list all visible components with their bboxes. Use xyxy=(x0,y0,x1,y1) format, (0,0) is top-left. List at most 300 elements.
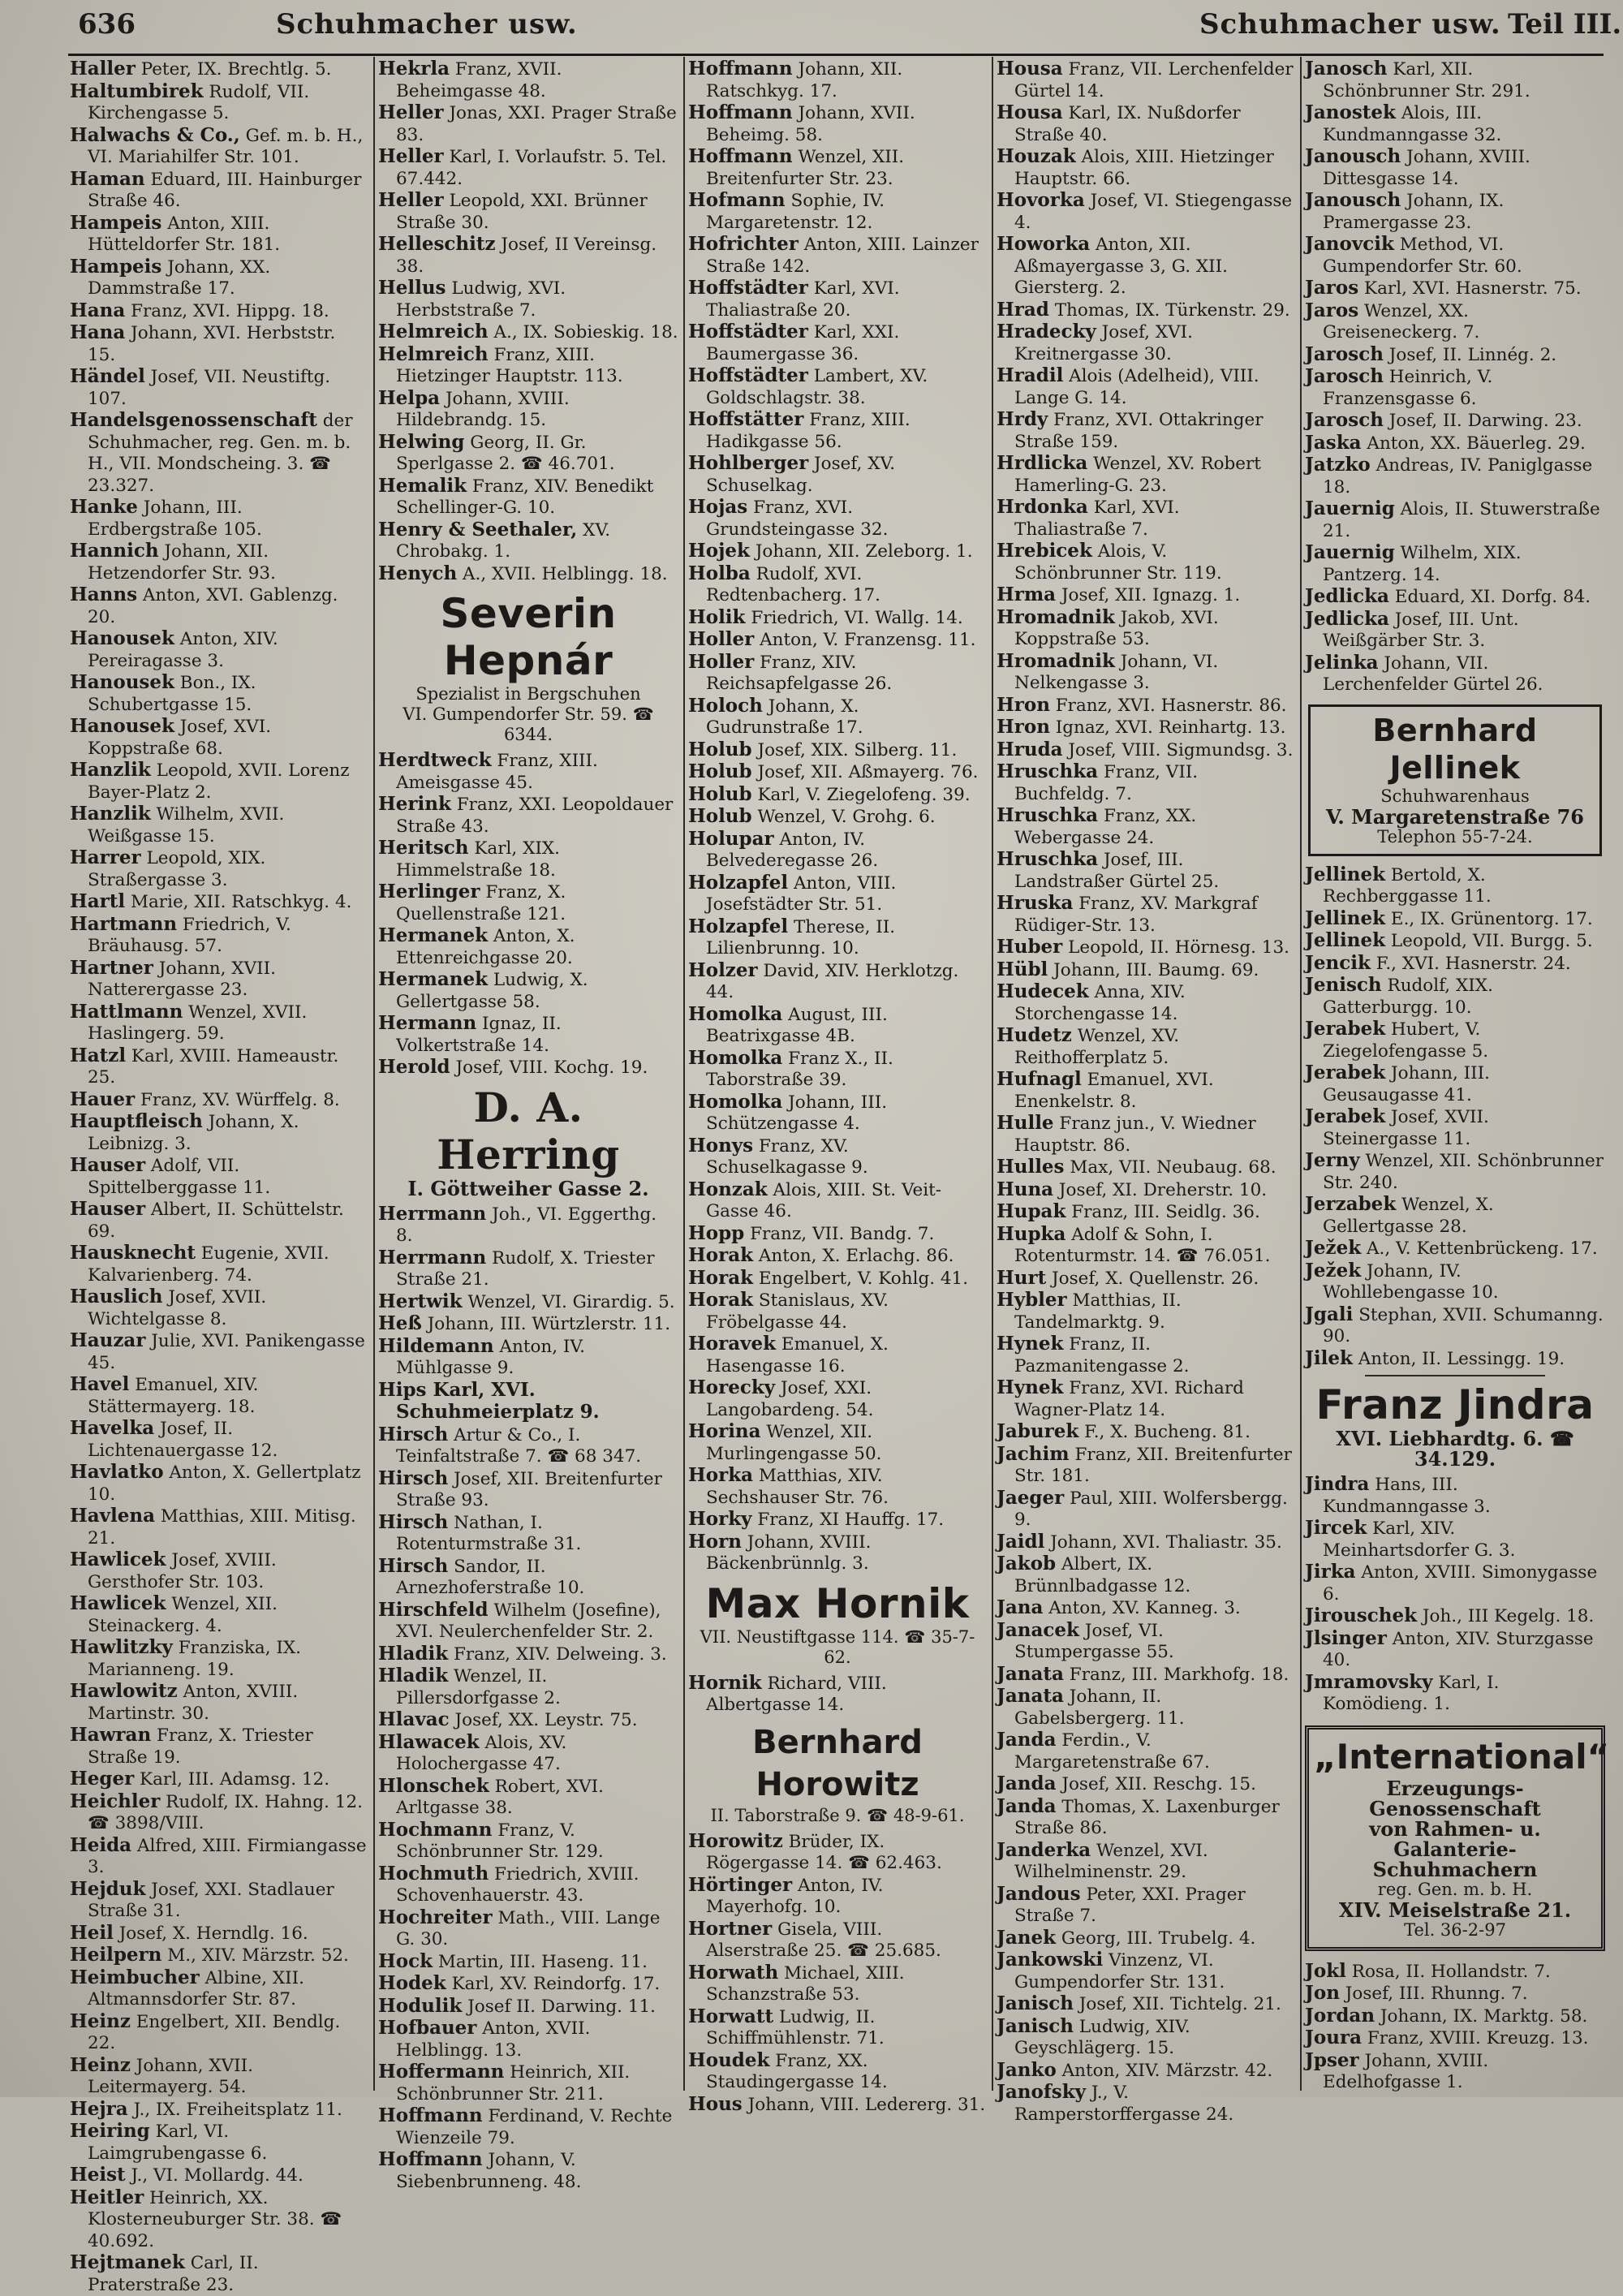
entry-address: Karl, XV. Reindorfg. 17. xyxy=(451,1974,661,1994)
entry-name: Hirschfeld xyxy=(378,1598,489,1621)
entry-name: Jon xyxy=(1305,1982,1340,2004)
entry-address: Johann, XVII. Leitermayerg. 54. xyxy=(88,2055,253,2097)
entry-address: Johann, XII. Zeleborg. 1. xyxy=(755,541,973,562)
directory-entry xyxy=(997,1025,1295,1069)
entry-name: Jgali xyxy=(1305,1303,1354,1325)
entry-name: Horavek xyxy=(688,1333,777,1355)
entry-name: Holupar xyxy=(688,827,774,850)
entry-name: Hartmann xyxy=(70,912,178,935)
entry-name: Hruschka xyxy=(997,760,1099,782)
entry-address: Eduard, XI. Dorfg. 84. xyxy=(1394,587,1591,607)
entry-name: Heitler xyxy=(70,2186,144,2208)
entry-address: Josef, XVIII. Gersthofer Str. 103. xyxy=(88,1550,277,1592)
entry-address: Franz, XIV. Delweing. 3. xyxy=(453,1643,667,1665)
entry-name: Hermann xyxy=(378,1012,477,1034)
entry-name: Horn xyxy=(688,1530,742,1553)
directory-entry xyxy=(70,2121,368,2165)
directory-entry xyxy=(70,891,368,914)
directory-entry xyxy=(688,1673,987,1717)
entry-address: Johann, VIII. Ledererg. 31. xyxy=(747,2094,986,2115)
entry-address: Hans, III. Kundmanngasse 3. xyxy=(1323,1475,1491,1517)
entry-name: Hörtinger xyxy=(688,1873,793,1896)
advertisement-title: „International“ xyxy=(1314,1736,1610,1777)
entry-name: Hladik xyxy=(378,1665,449,1686)
entry-address: Franz, XV. Schuselkagasse 9. xyxy=(706,1135,868,1178)
entry-address: Rudolf, VII. Kirchengasse 5. xyxy=(88,81,310,123)
entry-name: Holub xyxy=(688,760,752,782)
entry-name: Hildemann xyxy=(378,1334,494,1357)
entry-name: Hoffstädter xyxy=(688,364,808,386)
entry-address: Matthias, XIII. Mitisg. 21. xyxy=(88,1506,356,1549)
entry-name: Hampeis xyxy=(70,211,162,234)
directory-entry xyxy=(1305,930,1605,953)
entry-name: Hausknecht xyxy=(70,1242,196,1264)
directory-entry xyxy=(70,672,368,716)
directory-entry xyxy=(378,102,678,146)
directory-entry xyxy=(997,717,1295,739)
entry-address: Alfred, XIII. Firmiangasse 3. xyxy=(88,1835,367,1877)
entry-name: Henych xyxy=(378,562,458,584)
directory-entry xyxy=(378,1709,678,1732)
directory-entry xyxy=(997,190,1295,234)
directory-entry xyxy=(378,278,678,321)
column-divider xyxy=(1300,57,1302,2091)
directory-entry xyxy=(378,1996,678,2018)
entry-address: Nathan, I. Rotenturmstraße 31. xyxy=(396,1512,582,1554)
advertisement-title: Max Hornik xyxy=(705,1579,970,1627)
entry-name: Heimbucher xyxy=(70,1966,200,1988)
directory-entry xyxy=(378,2149,678,2193)
entry-name: Howorka xyxy=(997,233,1091,255)
directory-entry xyxy=(688,1245,987,1268)
entry-name: Holik xyxy=(688,605,746,628)
entry-name: Hoffmann xyxy=(688,58,793,80)
directory-entry xyxy=(1305,410,1605,433)
directory-entry xyxy=(70,322,368,366)
entry-name: Jandous xyxy=(997,1882,1081,1905)
entry-name: Havlena xyxy=(70,1505,155,1527)
directory-entry xyxy=(997,58,1295,102)
entry-address: Josef, XII. Reschg. 15. xyxy=(1061,1774,1256,1794)
directory-entry xyxy=(70,1637,368,1681)
directory-entry xyxy=(70,1374,368,1418)
directory-entry xyxy=(997,1620,1295,1664)
entry-address: Thomas, IX. Türkenstr. 29. xyxy=(1054,299,1290,321)
directory-entry xyxy=(378,1776,678,1820)
entry-address: Franz, XVI. Hippg. 18. xyxy=(131,300,329,321)
entry-address: Josef, XV. Schuselkag. xyxy=(706,454,896,496)
entry-address: Ferdinand, V. Rechte Wienzeile 79. xyxy=(396,2106,673,2148)
entry-name: Hellus xyxy=(378,277,446,299)
entry-name: Händel xyxy=(70,365,145,387)
entry-address: Anton, VIII. Josefstädter Str. 51. xyxy=(706,872,897,915)
entry-address: Bon., IX. Schubertgasse 15. xyxy=(88,673,256,715)
directory-entry xyxy=(997,1201,1295,1224)
entry-address: Alois, XIII. Hietzinger Hauptstr. 66. xyxy=(1014,147,1274,189)
entry-address: J., IX. Freiheitsplatz 11. xyxy=(133,2099,342,2120)
entry-address: Johann, XVIII. Bäckenbrünnlg. 3. xyxy=(706,1531,872,1574)
entry-address: Gef. m. b. H., VI. Mariahilfer Str. 101. xyxy=(88,125,364,167)
entry-name: Heida xyxy=(70,1833,132,1856)
entry-address: Anton, X. Erlachg. 86. xyxy=(758,1246,954,1266)
entry-name: Herdtweck xyxy=(378,749,492,771)
entry-address: Karl, I. Komödieng. 1. xyxy=(1323,1672,1500,1714)
directory-entry xyxy=(70,541,368,584)
directory-entry xyxy=(70,81,368,125)
directory-entry xyxy=(688,321,987,365)
directory-entry xyxy=(997,1928,1295,1950)
advertisement-line: VII. Neustiftgasse 114. ☎ 35-7-62. xyxy=(700,1626,975,1667)
directory-entry xyxy=(1305,975,1605,1019)
entry-address: Wenzel, XII. Steinackerg. 4. xyxy=(88,1594,278,1636)
entry-name: Hauslich xyxy=(70,1286,163,1307)
entry-name: Hodek xyxy=(378,1972,446,1994)
entry-name: Hulle xyxy=(997,1112,1054,1134)
entry-address: Josef, XII. Breitenfurter Straße 93. xyxy=(396,1468,662,1510)
directory-entry xyxy=(688,453,987,497)
directory-entry xyxy=(1305,344,1605,367)
entry-address: Brüder, IX. Rögergasse 14. ☎ 62.463. xyxy=(706,1831,942,1873)
entry-address: Franz, II. Pazmanitengasse 2. xyxy=(1014,1334,1190,1376)
directory-entry xyxy=(70,1923,368,1945)
entry-address: Josef, II. Linnég. 2. xyxy=(1388,344,1557,365)
entry-name: Jerny xyxy=(1305,1149,1360,1171)
directory-entry xyxy=(70,1002,368,1045)
directory-entry xyxy=(997,1664,1295,1686)
entry-name: Horak xyxy=(688,1266,754,1289)
entry-name: Haltumbirek xyxy=(70,80,204,102)
entry-name: Jerzabek xyxy=(1305,1193,1397,1215)
entry-address: Josef, III. Rhunng. 7. xyxy=(1345,1984,1528,2004)
entry-address: Adolf, VII. Spittelberggasse 11. xyxy=(88,1156,271,1198)
entry-address: Eugenie, XVII. Kalvarienberg. 74. xyxy=(88,1243,329,1286)
entry-address: Wenzel, XVII. Haslingerg. 59. xyxy=(88,1002,308,1044)
entry-name: Hortner xyxy=(688,1917,773,1940)
directory-entry xyxy=(378,1247,678,1291)
directory-entry xyxy=(70,1506,368,1549)
entry-address: Franz, XIII. Hadikgasse 56. xyxy=(706,410,911,452)
entry-name: Hirsch xyxy=(378,1467,449,1489)
entry-address: Johann, XVII. Natterergasse 23. xyxy=(88,958,276,1000)
entry-name: Hlawacek xyxy=(378,1730,480,1753)
entry-address: Alois, XV. Holochergasse 47. xyxy=(396,1732,567,1774)
entry-name: Horka xyxy=(688,1464,754,1486)
entry-name: Horwath xyxy=(688,1961,779,1984)
directory-entry xyxy=(688,1048,987,1092)
entry-name: Hoffstätter xyxy=(688,408,804,430)
entry-name: Heinz xyxy=(70,2010,131,2032)
entry-name: Helmreich xyxy=(378,342,489,365)
entry-name: Hradecky xyxy=(997,321,1096,342)
entry-name: Hudetz xyxy=(997,1024,1072,1046)
entry-address: M., XIV. Märzstr. 52. xyxy=(167,1945,349,1966)
entry-name: Holzapfel xyxy=(688,871,789,894)
entry-name: Jaros xyxy=(1305,299,1359,321)
directory-entry xyxy=(378,1732,678,1776)
entry-name: Jpser xyxy=(1305,2048,1359,2071)
entry-name: Hoffmann xyxy=(378,2148,483,2170)
directory-entry xyxy=(378,969,678,1013)
entry-name: Hartl xyxy=(70,890,126,912)
entry-name: Homolka xyxy=(688,1090,783,1113)
entry-name: Heist xyxy=(70,2164,126,2186)
advertisement-jellinek xyxy=(1308,704,1602,856)
entry-name: Holler xyxy=(688,650,755,673)
entry-address: Anton, XVII. Helblingg. 13. xyxy=(396,2018,591,2061)
entry-address: Josef, XVII. Steinergasse 11. xyxy=(1323,1107,1489,1149)
entry-address: Karl, XVIII. Hameaustr. 25. xyxy=(88,1045,339,1088)
entry-name: Jerabek xyxy=(1305,1062,1386,1083)
column-divider xyxy=(683,57,685,2091)
entry-name: Hampeis xyxy=(70,255,162,278)
entry-name: Haman xyxy=(70,167,145,190)
entry-name: Hermanek xyxy=(378,968,489,990)
directory-entry xyxy=(378,2018,678,2061)
entry-address: Anton, IV. Mühlgasse 9. xyxy=(396,1336,586,1378)
entry-name: Hirsch xyxy=(378,1554,449,1577)
entry-address: Johann, XVII. Beheimg. 58. xyxy=(706,103,915,145)
entry-address: Leopold, VII. Burgg. 5. xyxy=(1390,931,1593,951)
directory-entry xyxy=(378,1424,678,1468)
entry-address: Franz X., II. Taborstraße 39. xyxy=(706,1048,893,1090)
entry-name: Hoffmann xyxy=(378,2104,483,2126)
directory-entry xyxy=(378,146,678,190)
directory-entry xyxy=(997,541,1295,584)
directory-entry xyxy=(997,651,1295,695)
entry-address: Alois, XIII. St. Veit-Gasse 46. xyxy=(706,1179,942,1221)
directory-entry xyxy=(70,300,368,323)
entry-name: Hrdlicka xyxy=(997,452,1088,474)
entry-name: Jindra xyxy=(1305,1473,1370,1495)
entry-address: Anton, X. Gellertplatz 10. xyxy=(88,1462,361,1505)
entry-address: Josef, III. Landstraßer Gürtel 25. xyxy=(1014,850,1220,892)
entry-address: Hubert, V. Ziegelofengasse 5. xyxy=(1323,1019,1489,1062)
entry-name: Hawlowitz xyxy=(70,1680,178,1702)
directory-entry xyxy=(378,344,678,388)
entry-name: Hermanek xyxy=(378,924,489,946)
directory-entry xyxy=(378,1013,678,1057)
entry-address: Wenzel, XII. Schönbrunner Str. 240. xyxy=(1323,1151,1604,1193)
entry-name: Ježek xyxy=(1305,1259,1362,1282)
directory-entry xyxy=(1305,586,1605,609)
entry-name: Hrma xyxy=(997,584,1057,605)
entry-name: Hoffmann xyxy=(688,145,793,167)
entry-address: Karl, XIV. Meinhartsdorfer G. 3. xyxy=(1323,1518,1516,1561)
directory-entry xyxy=(70,760,368,803)
directory-entry xyxy=(378,1380,678,1424)
entry-address: Heinrich, V. Franzensgasse 6. xyxy=(1323,367,1493,409)
directory-entry xyxy=(378,234,678,278)
entry-address: Adolf & Sohn, I. Rotenturmstr. 14. ☎ 76.051. xyxy=(1014,1224,1271,1266)
entry-address: Josef, XII. Aßmayerg. 76. xyxy=(757,762,979,782)
advertisement-jindra xyxy=(1305,1375,1605,1469)
entry-address: Wenzel, XVI. Wilhelminenstr. 29. xyxy=(1014,1840,1208,1882)
entry-name: Hauser xyxy=(70,1154,146,1176)
directory-entry xyxy=(1305,1348,1605,1371)
entry-name: Holzapfel xyxy=(688,915,789,937)
entry-address: David, XIV. Herklotzg. 44. xyxy=(706,960,959,1002)
directory-entry xyxy=(997,761,1295,805)
entry-address: Anton, XX. Bäuerleg. 29. xyxy=(1367,433,1586,454)
entry-name: Horky xyxy=(688,1508,752,1530)
entry-name: Hynek xyxy=(997,1376,1064,1398)
entry-name: Hauptfleisch xyxy=(70,1110,203,1132)
entry-address: Franz, XX. Webergasse 24. xyxy=(1014,806,1197,848)
entry-address: Johann, XII. Ratschkyg. 17. xyxy=(706,59,903,101)
directory-entry xyxy=(1305,2050,1605,2094)
entry-address: Karl, XVI. Thaliastraße 20. xyxy=(706,278,900,321)
entry-name: Hirsch xyxy=(378,1423,449,1445)
directory-entry xyxy=(70,1286,368,1330)
entry-name: Horecky xyxy=(688,1376,776,1398)
entry-name: Hochreiter xyxy=(378,1906,493,1928)
entry-name: Hofbauer xyxy=(378,2017,477,2039)
directory-entry xyxy=(997,497,1295,541)
entry-name: Hawlicek xyxy=(70,1592,166,1614)
directory-entry xyxy=(688,761,987,784)
entry-name: Jellinek xyxy=(1305,907,1386,929)
directory-entry xyxy=(997,1686,1295,1730)
header-rule xyxy=(68,54,1604,56)
entry-name: Hopp xyxy=(688,1221,745,1244)
entry-name: Jarosch xyxy=(1305,409,1384,431)
directory-entry xyxy=(70,2252,368,2296)
entry-name: Hruska xyxy=(997,892,1074,914)
directory-entry xyxy=(688,739,987,762)
directory-entry xyxy=(997,1488,1295,1531)
entry-name: Housa xyxy=(997,101,1063,123)
entry-name: Hana xyxy=(70,299,126,321)
directory-entry xyxy=(378,1665,678,1709)
entry-name: Jankowski xyxy=(997,1949,1104,1971)
entry-address: Rudolf, X. Triester Straße 21. xyxy=(396,1247,655,1290)
directory-entry xyxy=(688,1223,987,1246)
directory-entry xyxy=(997,695,1295,717)
entry-address: Albert, IX. Brünnlbadgasse 12. xyxy=(1014,1554,1191,1596)
entry-name: Jerabek xyxy=(1305,1018,1386,1040)
entry-address: Karl, XIX. Himmelstraße 18. xyxy=(396,838,561,881)
directory-entry xyxy=(70,1089,368,1112)
entry-address: Friedrich, VI. Wallg. 14. xyxy=(751,607,963,628)
directory-entry xyxy=(378,1973,678,1996)
entry-address: Franz jun., V. Wiedner Hauptstr. 86. xyxy=(1014,1114,1256,1156)
entry-address: A., IX. Sobieskig. 18. xyxy=(493,322,678,342)
advertisement-line: XIV. Meiselstraße 21. xyxy=(1338,1898,1572,1922)
entry-address: Leopold, XIX. Straßergasse 3. xyxy=(88,848,266,890)
entry-address: Albine, XII. Altmannsdorfer Str. 87. xyxy=(88,1967,304,2010)
entry-name: Jaska xyxy=(1305,431,1362,454)
entry-address: Josef, XII. Tichtelg. 21. xyxy=(1078,1994,1281,2014)
entry-address: Johann, X. Gudrunstraße 17. xyxy=(706,696,863,738)
entry-name: Hejra xyxy=(70,2097,128,2120)
entry-name: Hejduk xyxy=(70,1877,146,1900)
entry-address: Johann, III. Geusaugasse 41. xyxy=(1323,1063,1490,1105)
entry-address: Albert, II. Schüttelstr. 69. xyxy=(88,1200,344,1242)
entry-address: Marie, XII. Ratschkyg. 4. xyxy=(130,892,352,912)
entry-address: Math., VIII. Lange G. 30. xyxy=(396,1907,661,1949)
directory-entry xyxy=(1305,1106,1605,1150)
entry-address: Martin, III. Haseng. 11. xyxy=(437,1951,648,1972)
entry-name: Ježek xyxy=(1305,1237,1362,1259)
entry-address: Anton, XVIII. Simonygasse 6. xyxy=(1323,1562,1598,1605)
entry-address: Ludwig, XIV. Geyschlägerg. 15. xyxy=(1014,2016,1190,2058)
directory-entry xyxy=(1305,1150,1605,1194)
entry-name: Hochmann xyxy=(378,1818,493,1841)
entry-address: Vinzenz, VI. Gumpendorfer Str. 131. xyxy=(1014,1950,1225,1992)
entry-name: Heichler xyxy=(70,1790,161,1812)
entry-name: Houzak xyxy=(997,145,1076,167)
entry-address: Anton, X. Ettenreichgasse 20. xyxy=(396,926,575,968)
entry-address: Joh., III Kegelg. 18. xyxy=(1422,1606,1595,1626)
directory-entry xyxy=(688,1333,987,1377)
entry-name: Hohlberger xyxy=(688,452,809,474)
entry-address: Emanuel, XIV. Stättermayerg. 18. xyxy=(88,1375,259,1417)
directory-entry xyxy=(997,299,1295,322)
entry-address: Peter, IX. Brechtlg. 5. xyxy=(140,59,332,80)
entry-name: Heritsch xyxy=(378,837,469,859)
entry-name: Jaros xyxy=(1305,277,1359,299)
entry-address: A., XVII. Helblingg. 18. xyxy=(463,563,668,584)
entry-address: Alois, V. Schönbrunner Str. 119. xyxy=(1014,541,1222,584)
directory-entry xyxy=(997,1796,1295,1840)
entry-address: Michael, XIII. Schanzstraße 53. xyxy=(706,1962,905,2005)
entry-name: Jerabek xyxy=(1305,1105,1386,1127)
entry-name: Hana xyxy=(70,321,126,343)
entry-name: Hawran xyxy=(70,1724,152,1746)
entry-name: Hejtmanek xyxy=(70,2251,185,2273)
entry-address: Bertold, X. Rechberggasse 11. xyxy=(1323,864,1492,907)
entry-address: Wenzel, XII. Murlingengasse 50. xyxy=(706,1422,882,1464)
entry-address: Josef, II. Lichtenauergasse 12. xyxy=(88,1419,278,1461)
directory-entry xyxy=(378,476,678,519)
entry-address: J., V. Ramperstorffergasse 24. xyxy=(1014,2083,1234,2125)
entry-name: Hofrichter xyxy=(688,233,799,255)
entry-address: Johann, XVI. Thaliastr. 35. xyxy=(1050,1531,1282,1553)
entry-address: Sophie, IV. Margaretenstr. 12. xyxy=(706,191,885,233)
entry-name: Herrmann xyxy=(378,1202,487,1225)
entry-address: XV. Chrobakg. 1. xyxy=(396,519,611,562)
directory-entry xyxy=(997,321,1295,365)
entry-name: Hirsch xyxy=(378,1510,449,1533)
directory-entry xyxy=(1305,1518,1605,1562)
entry-name: Hron xyxy=(997,693,1050,716)
entry-name: Jarosch xyxy=(1305,365,1384,387)
entry-address: Wenzel, XII. Breitenfurter Str. 23. xyxy=(706,147,905,189)
advertisement-title: Franz Jindra xyxy=(1315,1381,1595,1428)
directory-entry xyxy=(688,541,987,563)
advertisement-hepnar xyxy=(378,590,678,745)
directory-entry xyxy=(1305,234,1605,278)
advertisement-international xyxy=(1305,1725,1610,1951)
entry-name: Huber xyxy=(997,936,1063,958)
directory-entry xyxy=(1305,1672,1605,1716)
entry-address: Johann, IX. Marktg. 58. xyxy=(1380,2005,1588,2027)
entry-name: Hojek xyxy=(688,540,750,562)
entry-name: Hybler xyxy=(997,1289,1067,1311)
directory-entry xyxy=(688,563,987,607)
entry-address: Franz, XIV. Reichsapfelgasse 26. xyxy=(706,652,893,694)
directory-entry xyxy=(70,1330,368,1374)
advertisement-line: Schuhwarenhaus xyxy=(1380,786,1530,806)
advertisement-line: V. Margaretenstraße 76 xyxy=(1326,804,1584,829)
directory-entry xyxy=(1305,190,1605,234)
entry-address: Heinrich, XX. Klosterneuburger Str. 38. ☎ 40.692. xyxy=(88,2187,342,2251)
entry-address: Anton, XVI. Gablenzg. 20. xyxy=(88,585,338,627)
entry-address: Alois (Adelheid), VIII. Lange G. 14. xyxy=(1014,366,1259,408)
entry-address: Johann, III. Schützengasse 4. xyxy=(706,1092,888,1134)
advertisement-line: XVI. Liebhardtg. 6. ☎ 34.129. xyxy=(1336,1427,1574,1471)
entry-address: Franz, XXI. Leopoldauer Straße 43. xyxy=(396,795,674,837)
